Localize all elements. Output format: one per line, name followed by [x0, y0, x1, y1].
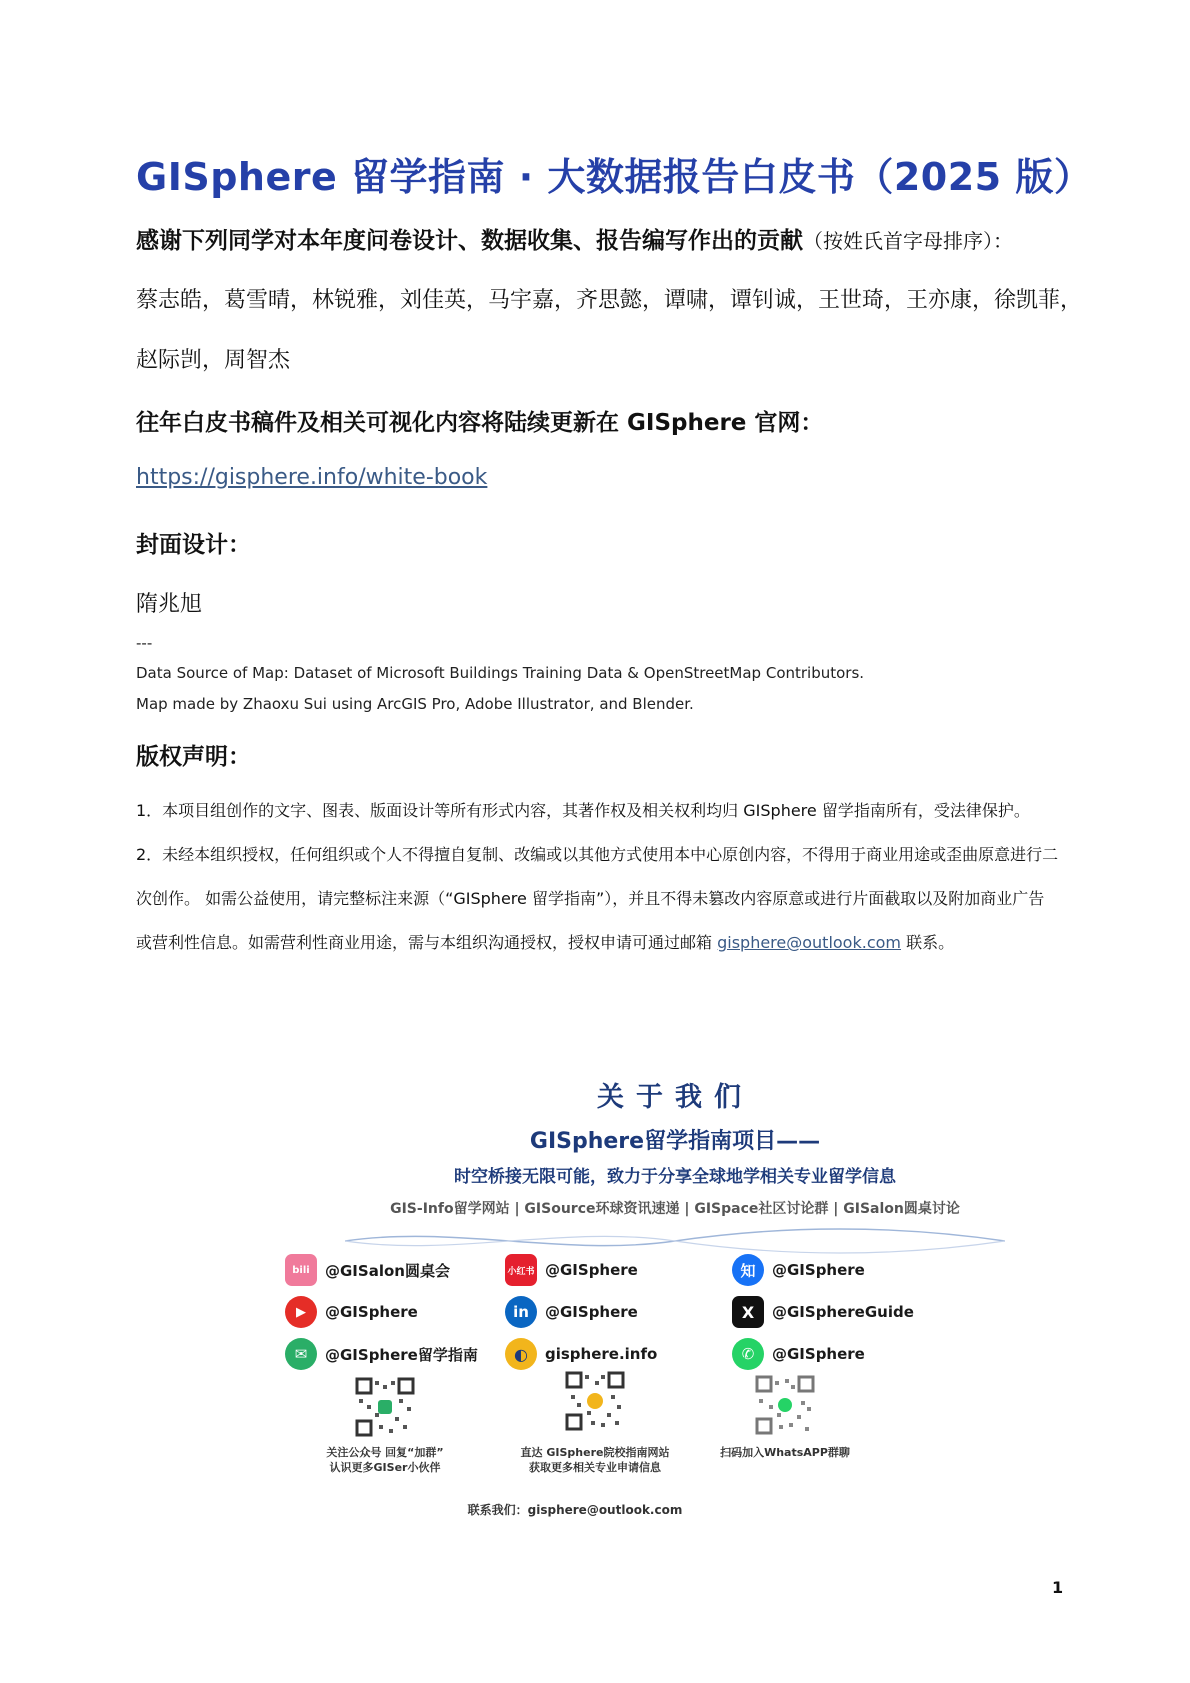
- copyright-line3-end: 联系。: [901, 933, 955, 952]
- social-label: @GISalon圆桌会: [325, 1261, 450, 1280]
- social-website[interactable]: [505, 1338, 657, 1370]
- youtube-icon: ▶: [285, 1296, 317, 1328]
- social-linkedin[interactable]: [505, 1296, 638, 1328]
- caption-line: 扫码加入WhatsAPP群聊: [720, 1446, 850, 1459]
- map-data-source: Data Source of Map: Dataset of Microsoft Buildings Training Data & OpenStreetMap Contributors.: [136, 664, 865, 682]
- copyright-paragraph-2-line1: 2．未经本组织授权，任何组织或个人不得擅自复制、改编或以其他方式使用本中心原创内容，不得用于商业用途或歪曲原意进行二: [136, 845, 1059, 864]
- social-bilibili[interactable]: [285, 1254, 450, 1286]
- whatsapp-qr-caption: [685, 1445, 885, 1460]
- thanks-heading-line: [136, 222, 1013, 255]
- whatsapp-qr-code: [755, 1375, 815, 1435]
- social-label: @GISphereGuide: [772, 1303, 914, 1321]
- archive-heading: 往年白皮书稿件及相关可视化内容将陆续更新在 GISphere 官网：: [136, 410, 824, 436]
- wechat-qr-code: [355, 1377, 415, 1437]
- about-subtitle: GISphere留学指南项目——: [529, 1129, 821, 1154]
- social-label: @GISphere留学指南: [325, 1345, 478, 1364]
- contributor-names-line1: 蔡志皓，葛雪晴，林锐雅，刘佳英，马宇嘉，齐思懿，谭啸，谭钊诚，王世琦，王亦康，徐凯菲，: [136, 288, 1083, 313]
- social-label: @GISphere: [772, 1261, 865, 1279]
- x-icon: X: [732, 1296, 764, 1328]
- bilibili-icon: bili: [285, 1254, 317, 1286]
- caption-line: 获取更多相关专业申请信息: [529, 1461, 661, 1474]
- website-qr-code: [565, 1371, 625, 1431]
- about-us-card: [285, 1055, 1065, 1525]
- contributor-names-line2: 赵际剀，周智杰: [136, 348, 291, 373]
- thanks-note: （按姓氏首字母排序）：: [803, 229, 1013, 253]
- about-title: 关于我们: [597, 1082, 753, 1113]
- caption-line: 认识更多GISer小伙伴: [329, 1461, 441, 1474]
- caption-line: 关注公众号 回复“加群”: [326, 1446, 444, 1459]
- about-slogan: 时空桥接无限可能，致力于分享全球地学相关专业留学信息: [454, 1167, 896, 1187]
- social-x[interactable]: [732, 1296, 914, 1328]
- white-book-link[interactable]: https://gisphere.info/white-book: [136, 465, 488, 490]
- caption-line: 直达 GISphere院校指南网站: [520, 1446, 670, 1459]
- copyright-paragraph-1: 1．本项目组创作的文字、图表、版面设计等所有形式内容，其著作权及相关权利均归 GISphere 留学指南所有，受法律保护。: [136, 801, 1030, 820]
- social-xiaohongshu[interactable]: [505, 1254, 638, 1286]
- social-youtube[interactable]: [285, 1296, 418, 1328]
- page-title: GISphere 留学指南 · 大数据报告白皮书（2025 版）: [136, 155, 1093, 199]
- social-zhihu[interactable]: [732, 1254, 865, 1286]
- thanks-heading: 感谢下列同学对本年度问卷设计、数据收集、报告编写作出的贡献: [136, 228, 803, 254]
- social-label: @GISphere: [325, 1303, 418, 1321]
- copyright-line3-text: 或营利性信息。如需营利性商业用途，需与本组织沟通授权，授权申请可通过邮箱: [136, 933, 718, 952]
- social-label: @GISphere: [545, 1303, 638, 1321]
- about-services: GIS-Info留学网站 | GISource环球资讯速递 | GISpace社区讨论群 | GISalon圆桌讨论: [390, 1201, 960, 1217]
- social-whatsapp[interactable]: [732, 1338, 865, 1370]
- social-label: @GISphere: [545, 1261, 638, 1279]
- copyright-paragraph-2-line2: 次创作。 如需公益使用，请完整标注来源（“GISphere 留学指南”），并且不得未篡改内容原意或进行片面截取以及附加商业广告: [136, 889, 1045, 908]
- social-label: @GISphere: [772, 1345, 865, 1363]
- copyright-heading: 版权声明：: [136, 744, 251, 770]
- wechat-icon: ✉: [285, 1338, 317, 1370]
- social-label: gisphere.info: [545, 1345, 658, 1363]
- decorative-wave: [345, 1225, 1005, 1257]
- page-number: 1: [1052, 1578, 1064, 1597]
- cover-designer-name: 隋兆旭: [136, 592, 203, 617]
- cover-design-heading: 封面设计：: [136, 532, 251, 558]
- zhihu-icon: 知: [732, 1254, 764, 1286]
- website-qr-caption: [495, 1445, 695, 1475]
- copyright-paragraph-2-line3: [136, 930, 954, 953]
- copyright-email-link[interactable]: gisphere@outlook.com: [717, 933, 901, 952]
- xiaohongshu-icon: 小红书: [505, 1254, 537, 1286]
- social-wechat[interactable]: [285, 1338, 478, 1370]
- whatsapp-icon: ✆: [732, 1338, 764, 1370]
- linkedin-icon: in: [505, 1296, 537, 1328]
- contact-line: 联系我们：gisphere@outlook.com: [467, 1503, 683, 1517]
- map-credits: Map made by Zhaoxu Sui using ArcGIS Pro, Adobe Illustrator, and Blender.: [136, 695, 694, 713]
- separator: ---: [136, 634, 153, 652]
- gisphere-logo-icon: ◐: [505, 1338, 537, 1370]
- wechat-qr-caption: [285, 1445, 485, 1475]
